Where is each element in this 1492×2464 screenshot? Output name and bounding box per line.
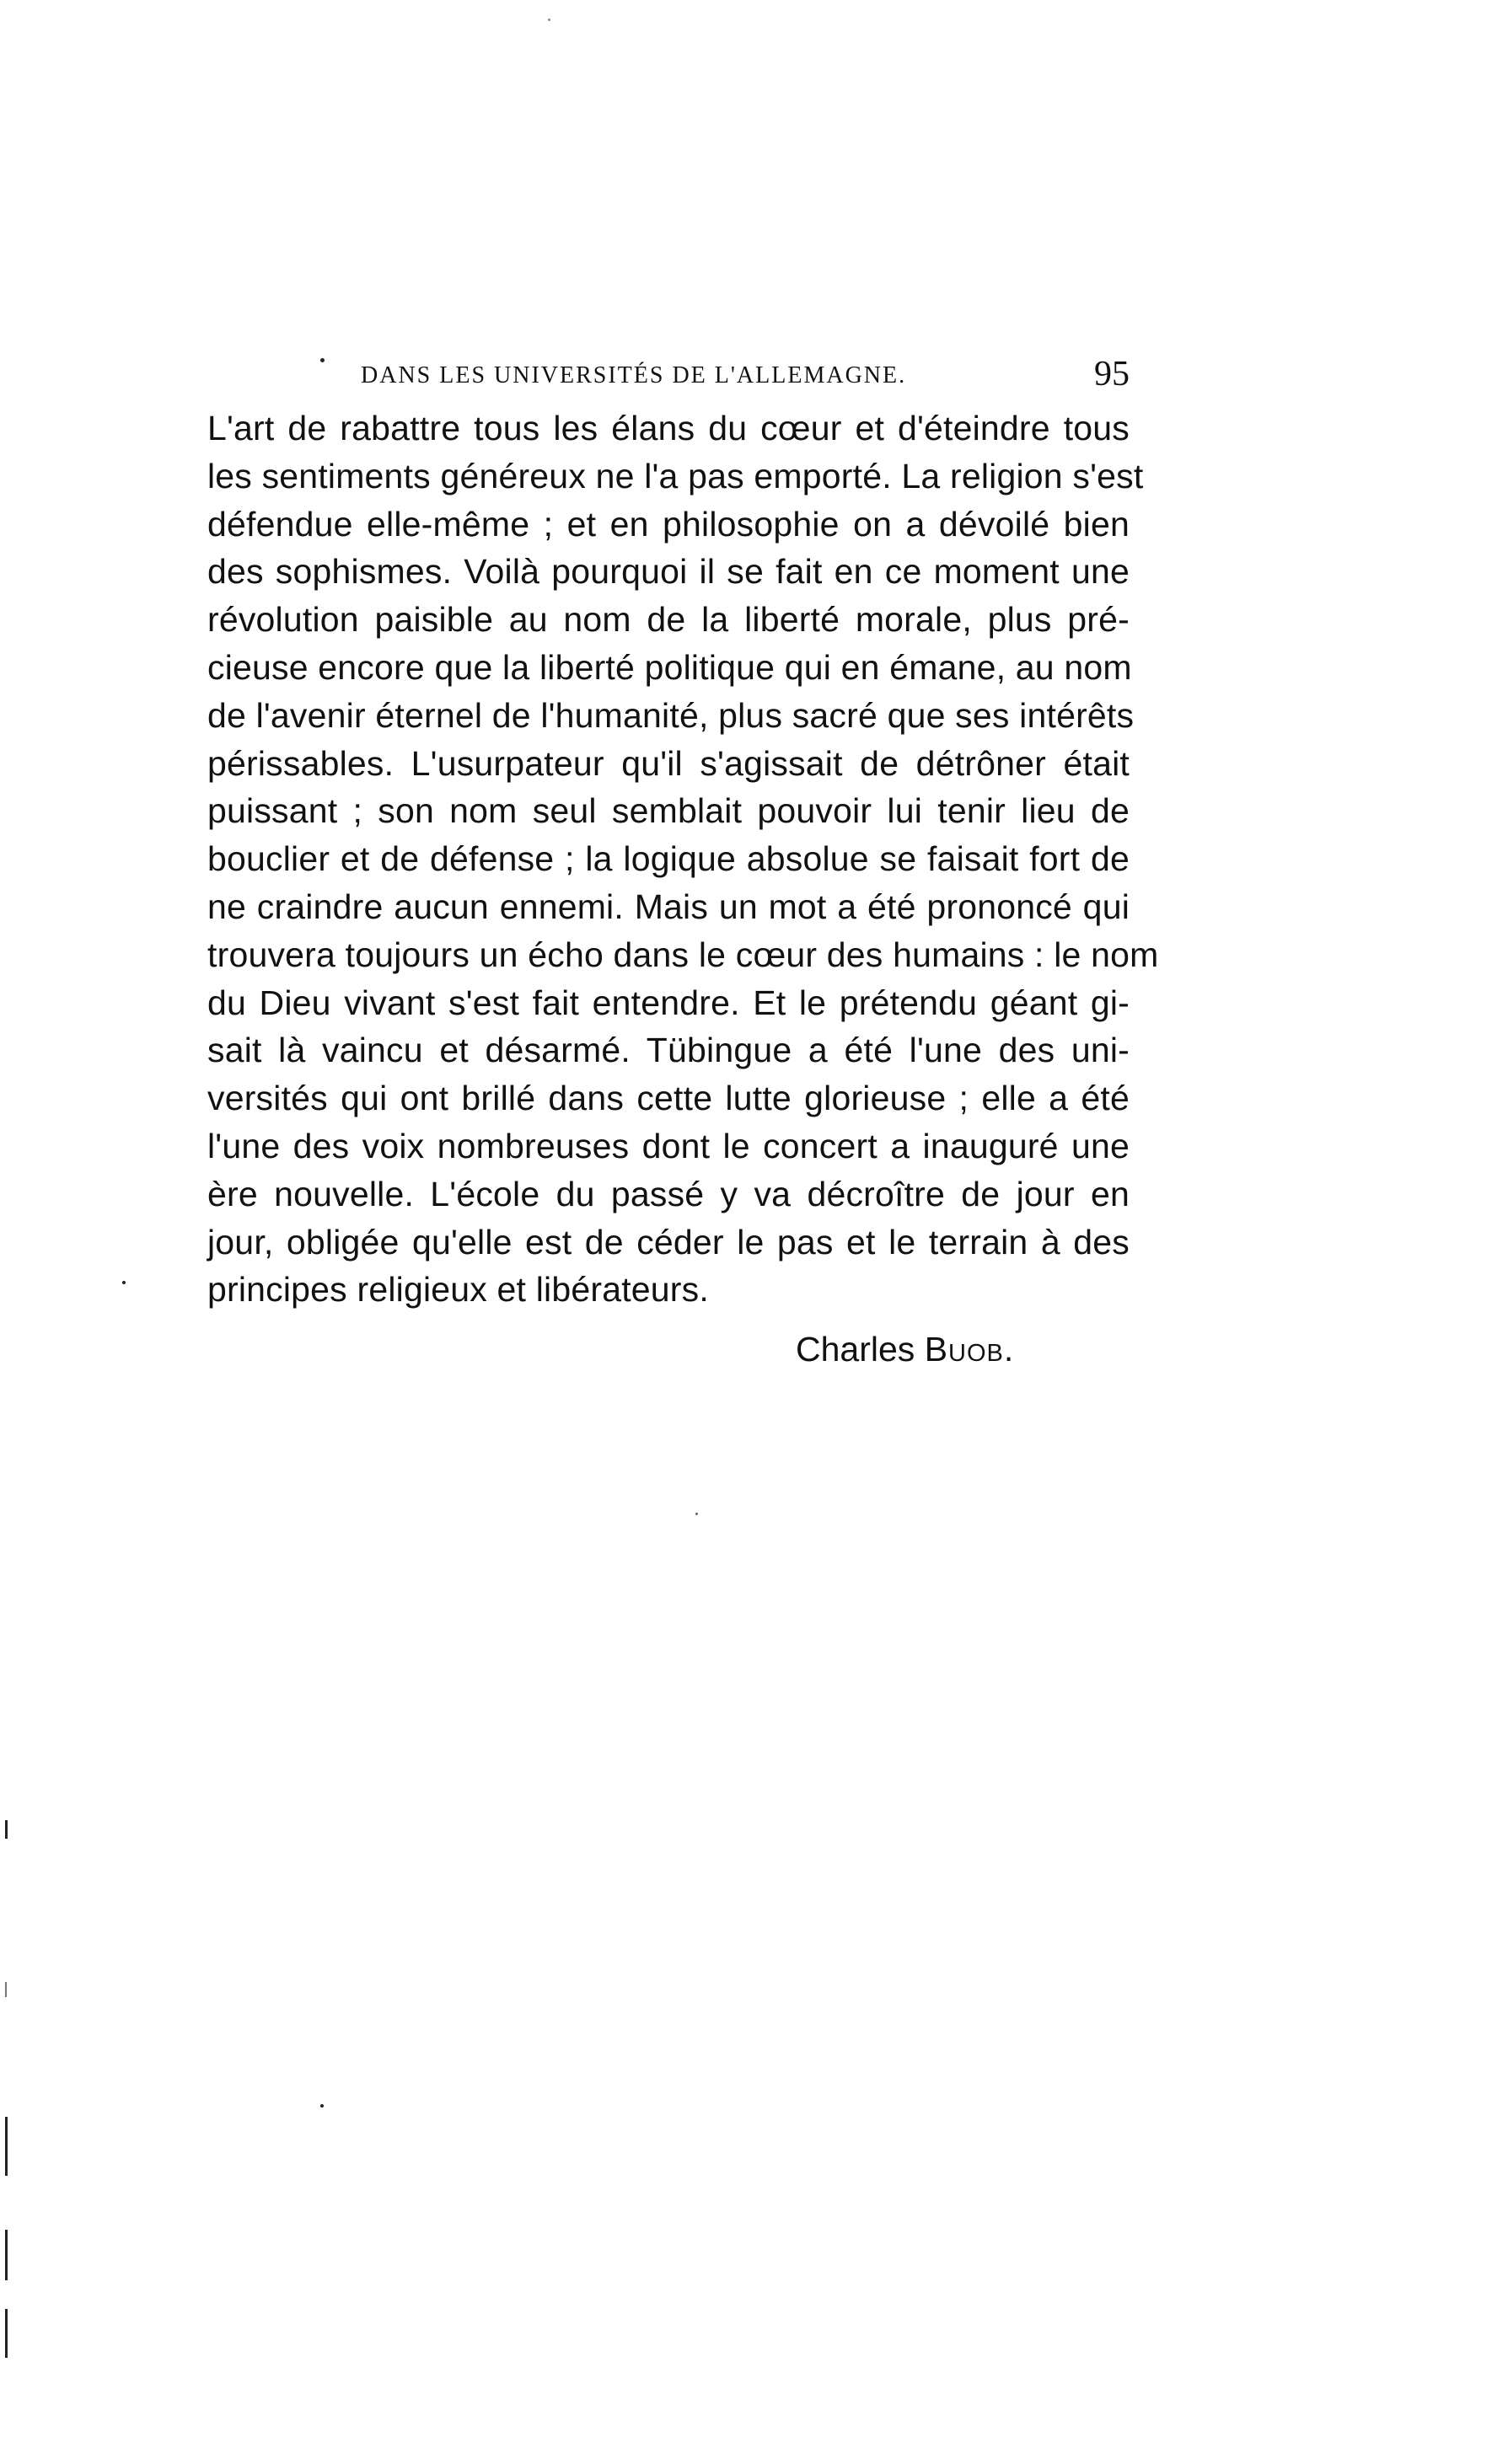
scan-speck — [320, 2104, 324, 2108]
text-line: jour, obligée qu'elle est de céder le pas et le terrain à des — [207, 1222, 1130, 1261]
scan-edge-mark — [5, 1982, 7, 1997]
scan-speck — [548, 19, 550, 21]
text-line: versités qui ont brillé dans cette lutte glorieuse ; elle a été — [207, 1079, 1130, 1118]
running-title: DANS LES UNIVERSITÉS DE L'ALLEMAGNE. — [361, 362, 907, 388]
scan-edge-mark — [5, 2230, 8, 2280]
text-line: du Dieu vivant s'est fait entendre. Et le prétendu géant gi- — [207, 983, 1130, 1022]
text-line: sait là vaincu et désarmé. Tübingue a été l'une des uni- — [207, 1031, 1130, 1070]
text-line: bouclier et de défense ; la logique absolue se faisait fort de — [207, 839, 1130, 879]
scan-speck — [695, 1513, 698, 1515]
text-line: révolution paisible au nom de la liberté morale, plus pré- — [207, 600, 1130, 640]
text-line: périssables. L'usurpateur qu'il s'agissait de détrôner était — [207, 743, 1130, 783]
text-line: de l'avenir éternel de l'humanité, plus sacré que ses intérêts — [207, 695, 1135, 735]
text-line: l'une des voix nombreuses dont le concert a inauguré une — [207, 1126, 1130, 1165]
author-signature — [796, 1330, 1014, 1369]
running-header — [354, 354, 1130, 404]
text-line: ère nouvelle. L'école du passé y va décroître de jour en — [207, 1174, 1130, 1213]
text-line: principes religieux et libérateurs. — [207, 1270, 709, 1310]
text-line: défendue elle-même ; et en philosophie on a dévoilé bien — [207, 504, 1130, 544]
scan-speck — [320, 358, 325, 362]
scan-edge-mark — [5, 2309, 8, 2358]
signature-first-name: Charles — [796, 1330, 915, 1369]
text-line: trouvera toujours un écho dans le cœur des humains : le nom — [207, 935, 1159, 974]
text-line: cieuse encore que la liberté politique qui en émane, au nom — [207, 647, 1132, 687]
text-line: puissant ; son nom seul semblait pouvoir lui tenir lieu de — [207, 791, 1130, 831]
text-line: des sophismes. Voilà pourquoi il se fait en ce moment une — [207, 552, 1130, 592]
page-number: 95 — [1094, 355, 1130, 394]
scan-speck — [122, 1281, 126, 1284]
scan-edge-mark — [5, 1820, 8, 1839]
text-line: les sentiments généreux ne l'a pas emporté. La religion s'est — [207, 456, 1144, 495]
text-line: ne craindre aucun ennemi. Mais un mot a été prononcé qui — [207, 887, 1130, 926]
body-paragraph — [207, 404, 1159, 1314]
signature-surname: Buob. — [924, 1330, 1015, 1369]
text-line: L'art de rabattre tous les élans du cœur et d'éteindre tous — [207, 409, 1130, 447]
scan-edge-mark — [5, 2117, 8, 2176]
